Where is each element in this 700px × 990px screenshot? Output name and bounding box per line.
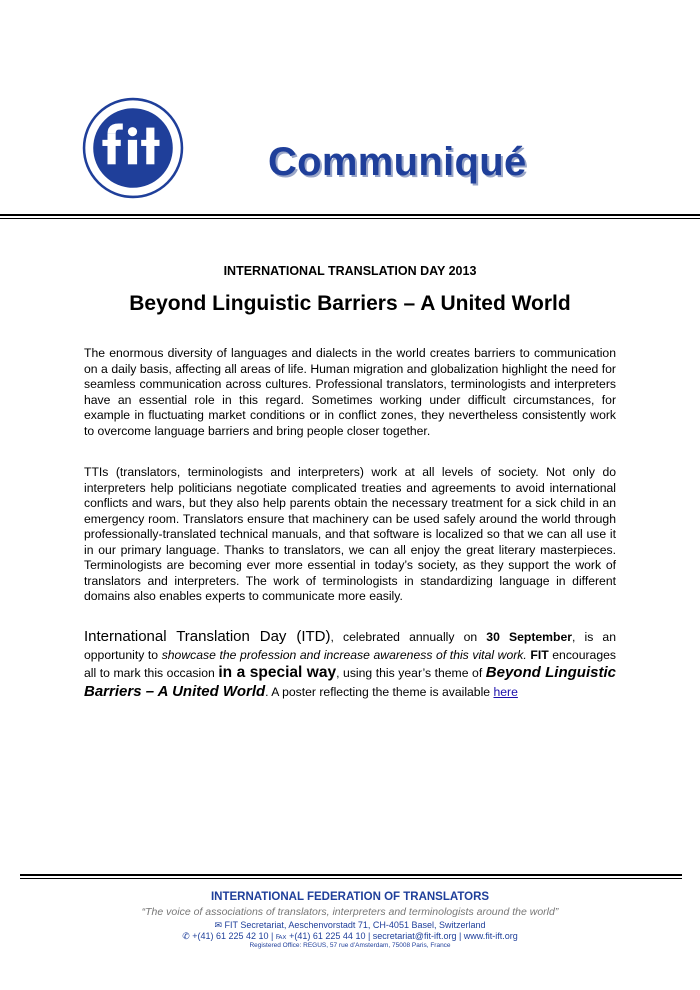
- text-fragment: , celebrated annually on: [330, 630, 487, 644]
- paragraph-1: The enormous diversity of languages and dialects in the world creates barriers to communication on a daily basis, affecting all areas of life. Human migration and globalization highlight the need for seamless communication across cultures. Professional translators, terminologists and interpreters have an essential role in this regard. Sometimes working under difficult circumstances, for example in fluctuating market conditions or in conflict zones, they nevertheless consistently work to overcome language barriers and bring people closer together.: [84, 346, 616, 438]
- text-fragment: , using this year’s theme of: [336, 666, 486, 680]
- itd-phrase: International Translation Day (ITD): [84, 628, 331, 645]
- text-fragment: , is an opportunity to: [84, 630, 616, 662]
- text-fragment: . A poster reflecting the theme is available: [265, 684, 494, 699]
- footer-address: ✉ FIT Secretariat, Aeschenvorstadt 71, CH-4051 Basel, Switzerland: [214, 920, 486, 930]
- page-title: Communiqué: [268, 140, 527, 184]
- text-fragment: encourages all to mark this occasion: [84, 647, 616, 680]
- event-label: INTERNATIONAL TRANSLATION DAY 2013: [223, 264, 477, 278]
- emphasis-text: showcase the profession and increase awareness of this vital work.: [161, 647, 527, 662]
- footer-registered-office: Registered Office: REGUS, 57 rue d’Amsterdam, 75008 Paris, France: [249, 942, 451, 949]
- footer-contact: ✆ +(41) 61 225 42 10 | ℻ +(41) 61 225 44 10 | secretariat@fit-ift.org | www.fit-ift.org: [182, 931, 518, 941]
- footer-tagline: “The voice of associations of translators, interpreters and terminologists around the world”: [141, 906, 559, 918]
- header-divider-thin: [0, 218, 700, 219]
- footer-divider-thin: [20, 878, 682, 879]
- fit-logo: [82, 97, 184, 199]
- fit-text: FIT: [530, 647, 549, 662]
- footer-org-name: INTERNATIONAL FEDERATION OF TRANSLATORS: [210, 891, 490, 903]
- date-text: 30 September: [486, 630, 572, 644]
- theme-text: Beyond Linguistic Barriers – A United World: [84, 664, 616, 700]
- headline: Beyond Linguistic Barriers – A United World: [129, 292, 571, 315]
- footer-divider: [20, 874, 682, 876]
- poster-link[interactable]: here: [493, 684, 518, 699]
- paragraph-3: [84, 628, 616, 701]
- special-way-text: in a special way: [218, 664, 337, 681]
- header-divider: [0, 214, 700, 216]
- paragraph-2: TTIs (translators, terminologists and interpreters) work at all levels of society. Not only do interpreters help politicians negotiate complicated treaties and agreements to avoid international conflicts and wars, but they also help parents obtain the necessary treatment for a sick child in an emergency room. Translators ensure that machinery can be used safely around the world through professionally-translated technical manuals, and that software is localized so that we can all use it in our primary language. Thanks to translators, we can all enjoy the great literary masterpieces. Terminologists are becoming ever more essential in today’s society, as they support the work of translators and interpreters. The work of terminologists in standardizing language in different domains also enables experts to communicate more easily.: [84, 465, 616, 603]
